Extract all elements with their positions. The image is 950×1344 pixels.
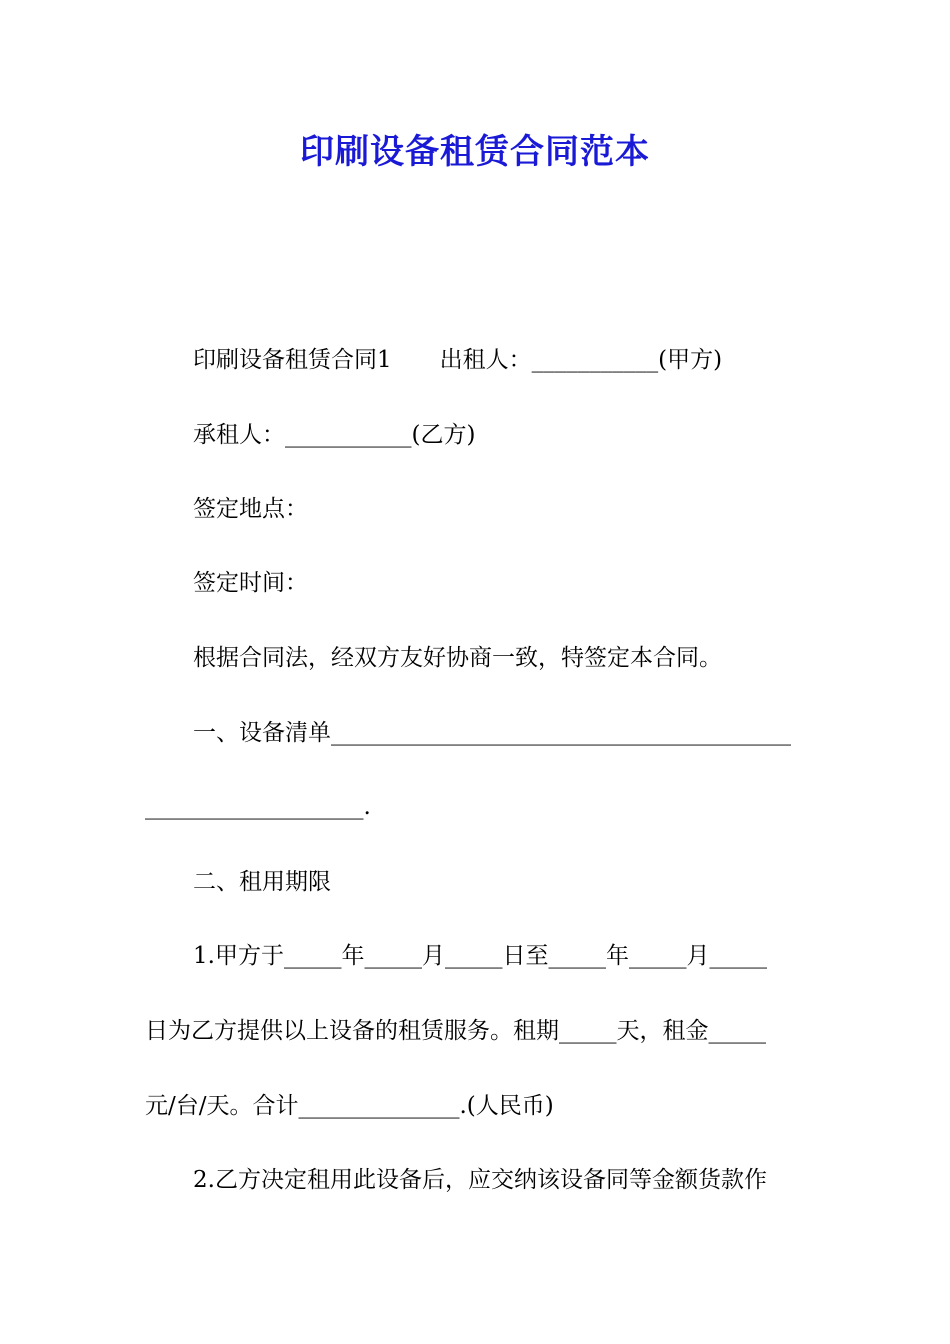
lessor-field: 出租人：___________(甲方) [439, 347, 723, 373]
contract-header-line [193, 344, 722, 376]
lessee-field: 承租人：___________(乙方) [193, 422, 476, 448]
section-lease-term: 二、租用期限 [193, 869, 331, 895]
signing-place-field: 签定地点： [193, 496, 308, 522]
clause-1-line-1: 1.甲方于_____年_____月_____日至_____年_____月_____ [193, 943, 767, 969]
clause-2-line-1: 2.乙方决定租用此设备后，应交纳该设备同等金额货款作 [193, 1167, 767, 1193]
section-equipment-list: 一、设备清单________________________________________ [193, 720, 791, 746]
preamble-paragraph: 根据合同法，经双方友好协商一致，特签定本合同。 [193, 645, 722, 671]
clause-1-line-2: 日为乙方提供以上设备的租赁服务。租期_____天，租金_____ [145, 1018, 766, 1044]
clause-1-line-3: 元/台/天。合计______________.(人民币) [145, 1093, 554, 1119]
document-title: 印刷设备租赁合同范本 [300, 132, 650, 172]
signing-time-field: 签定时间： [193, 570, 308, 596]
equipment-list-continuation: ___________________. [145, 794, 371, 820]
contract-name: 印刷设备租赁合同1 [193, 347, 392, 373]
